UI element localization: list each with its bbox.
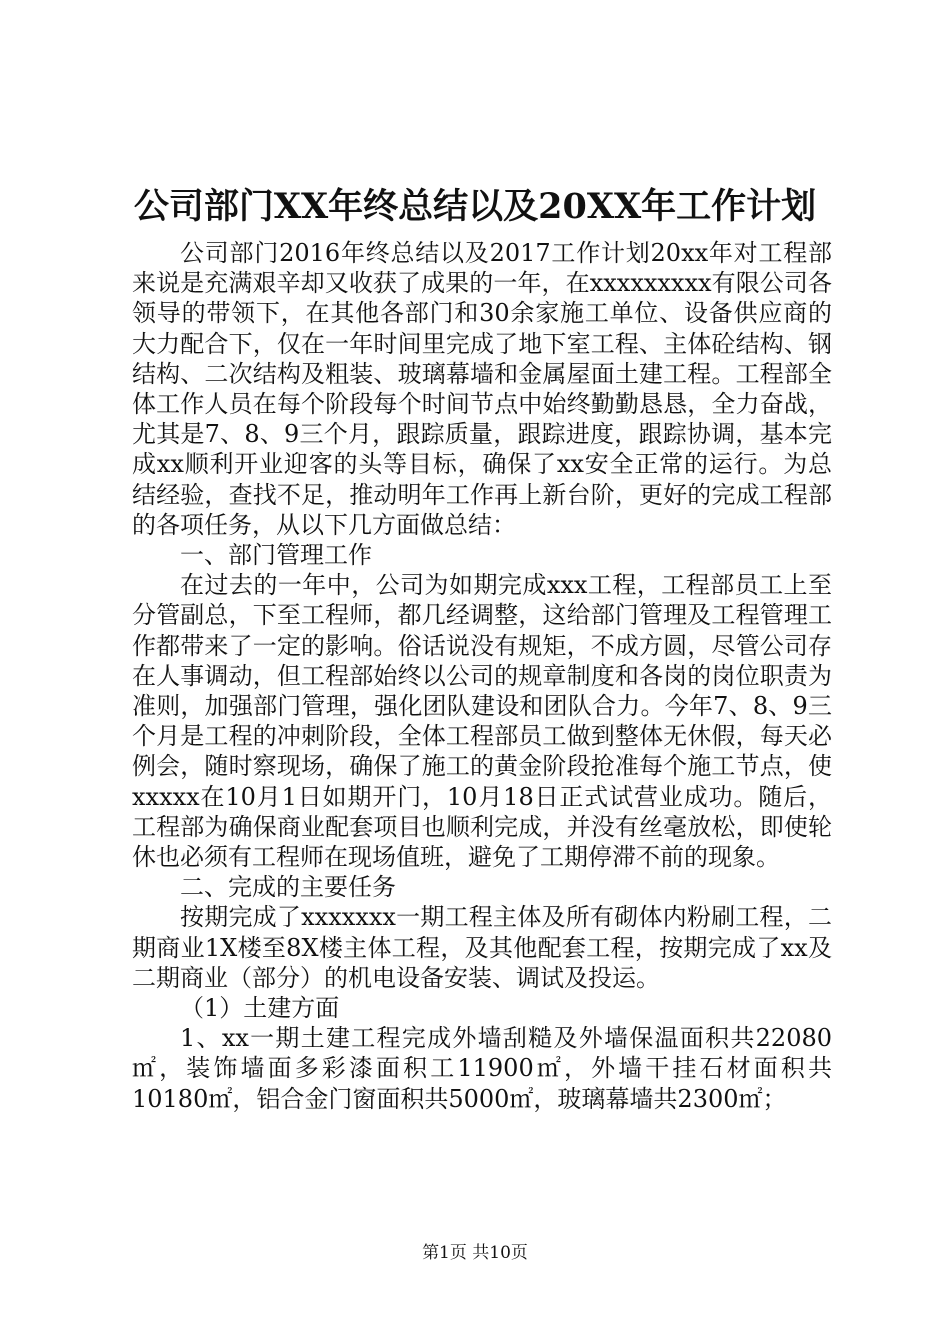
paragraph-intro: 公司部门2016年终总结以及2017工作计划20xx年对工程部来说是充满艰辛却又收获了成果的一年，在xxxxxxxxx有限公司各领导的带领下，在其他各部门和30余家施工单位、设备供应商的大力配合下，仅在一年时间里完成了地下室工程、主体砼结构、钢结构、二次结构及粗装、玻璃幕墙和金属屋面土建工程。工程部全体工作人员在每个阶段每个时间节点中始终勤勤恳恳，全力奋战，尤其是7、8、9三个月，跟踪质量，跟踪进度，跟踪协调，基本完成xx顺利开业迎客的头等目标，确保了xx安全正常的运行。为总结经验，查找不足，推动明年工作再上新台阶，更好的完成工程部的各项任务，从以下几方面做总结：	[132, 239, 832, 539]
paragraph-civil-works-item-1: 1、xx一期土建工程完成外墙刮糙及外墙保温面积共22080㎡，装饰墙面多彩漆面积工11900㎡，外墙干挂石材面积共10180㎡，铝合金门窗面积共5000㎡，玻璃幕墙共2300㎡；	[132, 1024, 832, 1113]
subsection-heading-civil-works: （1）土建方面	[180, 994, 340, 1023]
document-title: 公司部门XX年终总结以及20XX年工作计划	[133, 186, 817, 227]
paragraph-main-tasks: 按期完成了xxxxxxx一期工程主体及所有砌体内粉刷工程，二期商业1X楼至8X楼主体工程，及其他配套工程，按期完成了xx及二期商业（部分）的机电设备安装、调试及投运。	[132, 903, 832, 992]
section-heading-main-tasks: 二、完成的主要任务	[180, 873, 396, 902]
page-footer: 第1页 共10页	[422, 1243, 528, 1263]
section-heading-department-management: 一、部门管理工作	[180, 541, 372, 570]
paragraph-department-management: 在过去的一年中，公司为如期完成xxx工程，工程部员工上至分管副总，下至工程师，都几经调整，这给部门管理及工程管理工作都带来了一定的影响。俗话说没有规矩，不成方圆，尽管公司存在人事调动，但工程部始终以公司的规章制度和各岗的岗位职责为准则，加强部门管理，强化团队建设和团队合力。今年7、8、9三个月是工程的冲刺阶段，全体工程部员工做到整体无休假，每天必例会，随时察现场，确保了施工的黄金阶段抢准每个施工节点，使xxxxx在10月1日如期开门，10月18日正式试营业成功。随后，工程部为确保商业配套项目也顺利完成，并没有丝毫放松，即使轮休也必须有工程师在现场值班，避免了工期停滞不前的现象。	[132, 571, 832, 872]
document-body	[132, 238, 832, 1114]
